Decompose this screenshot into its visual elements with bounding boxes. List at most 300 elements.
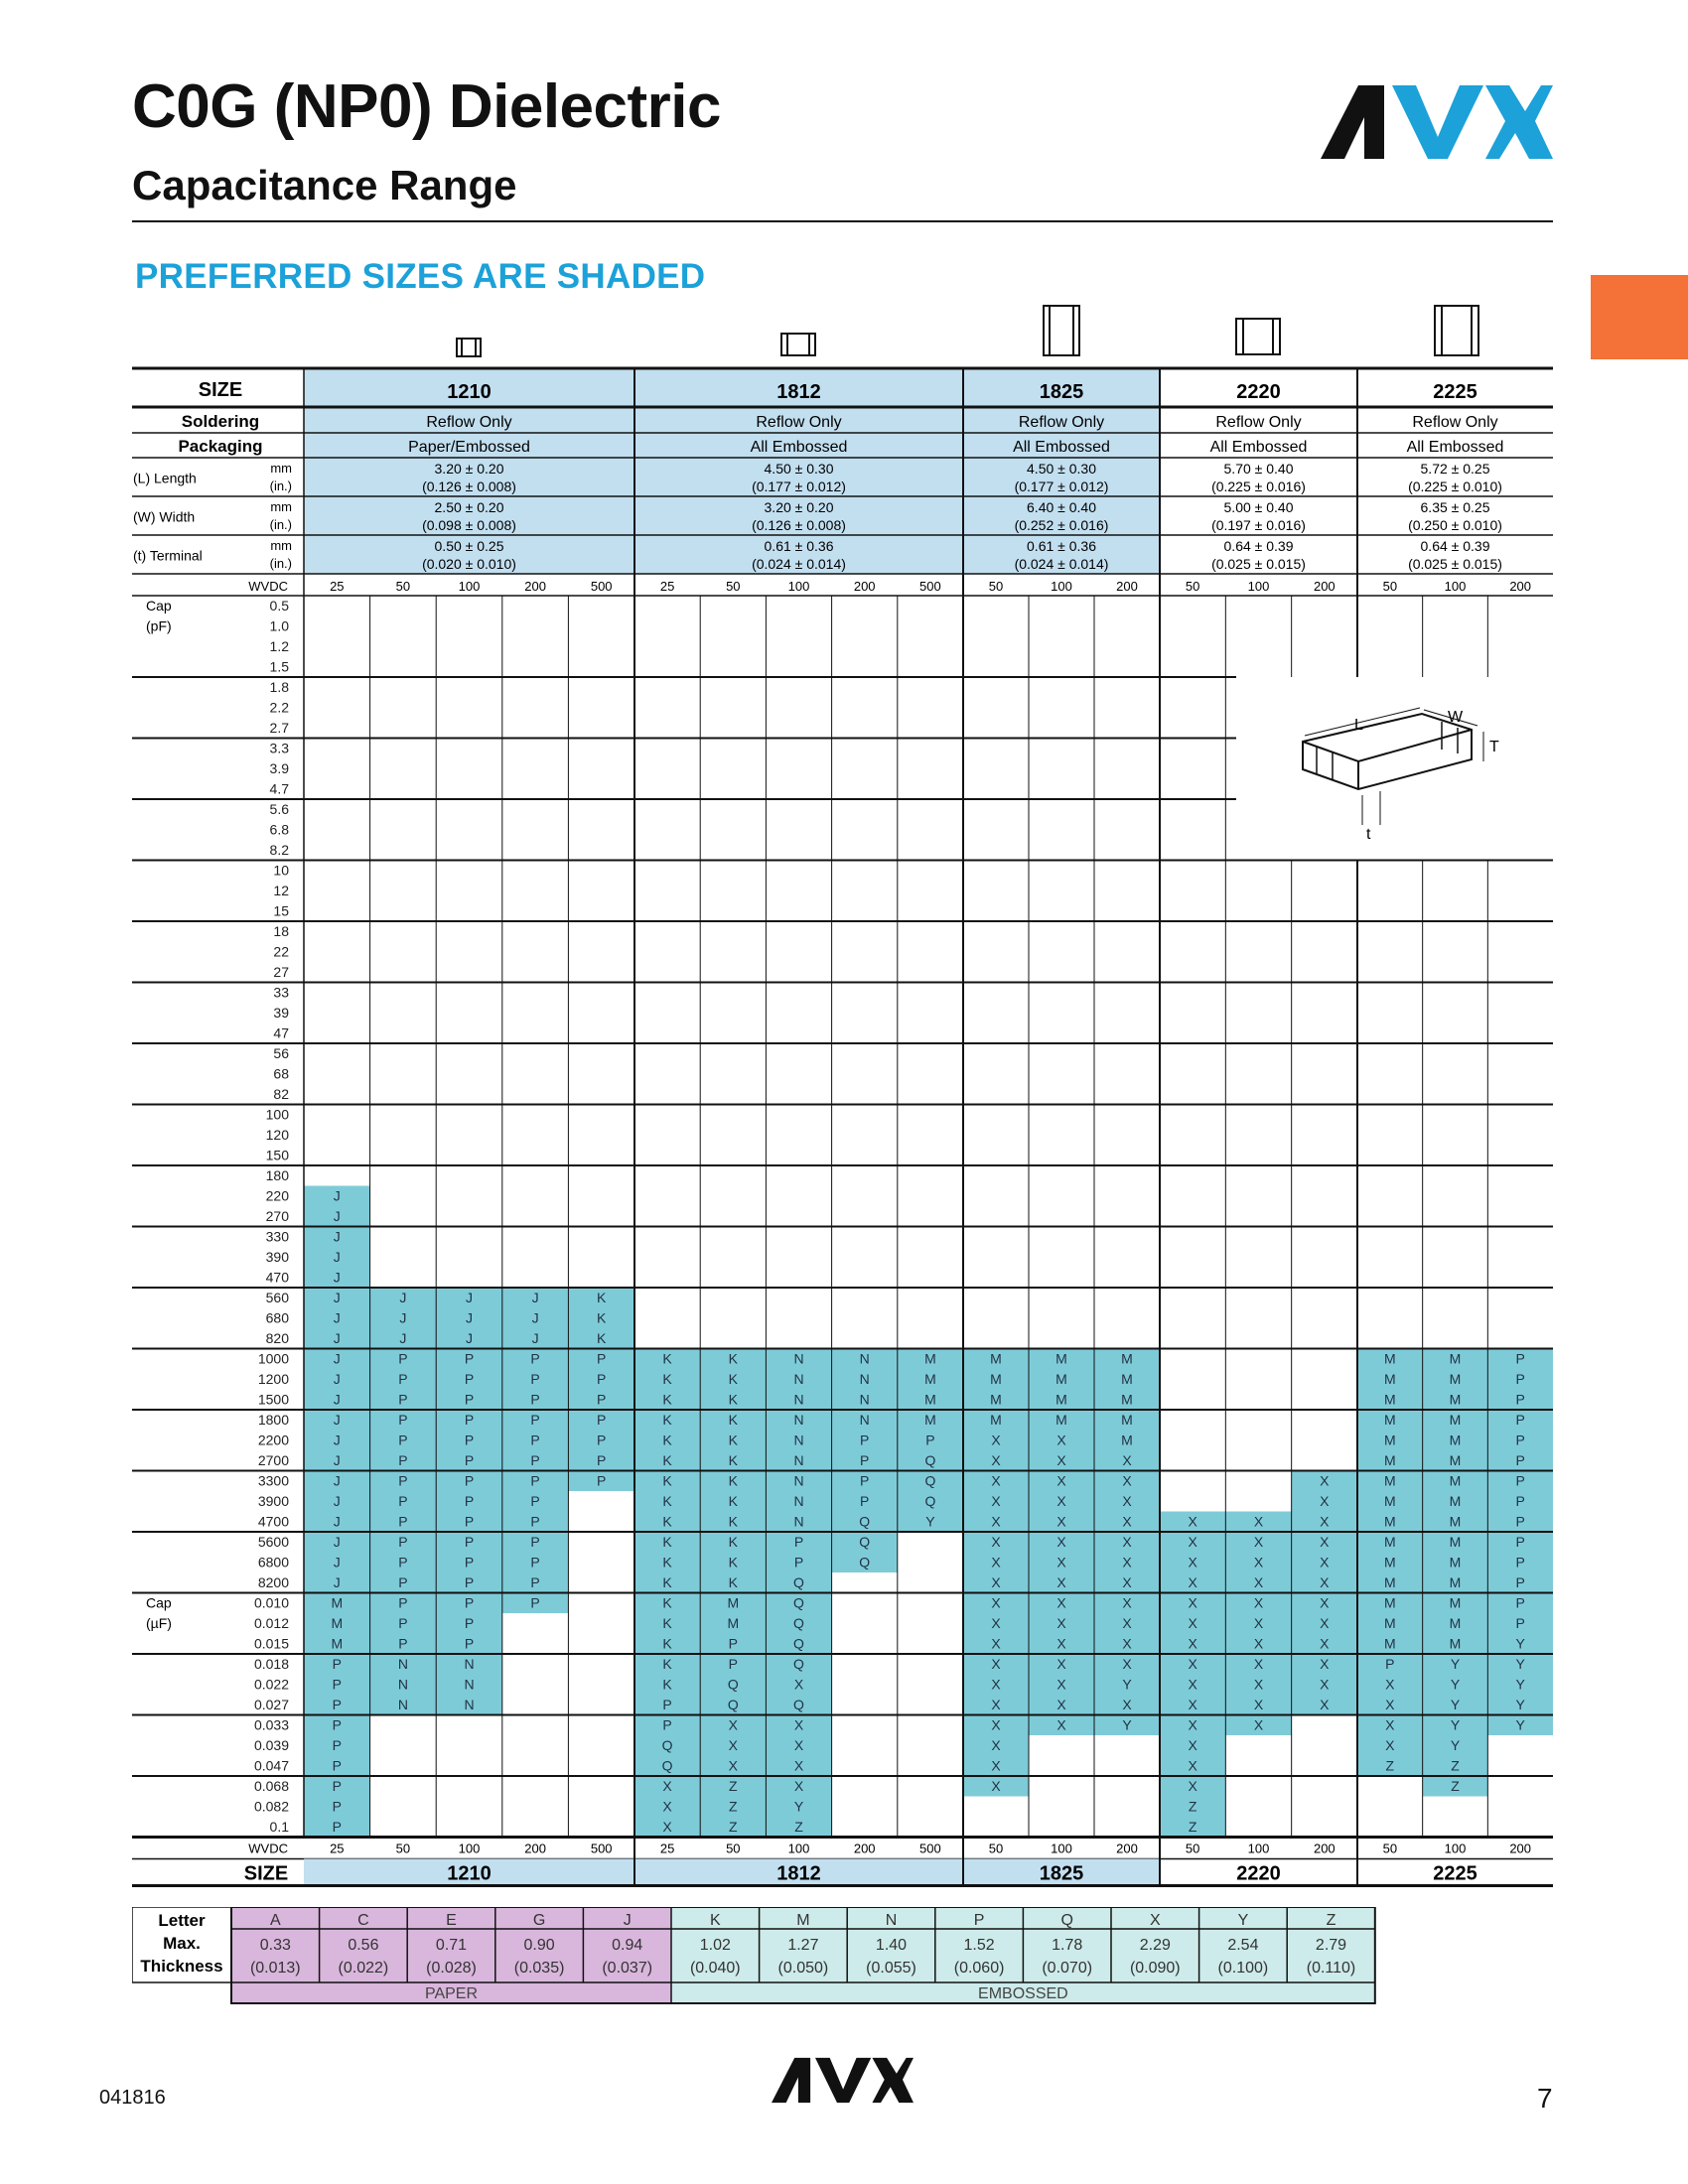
thickness-in: (0.100) [1217, 1960, 1269, 1977]
wvdc-value: 50 [726, 579, 741, 594]
thickness-code: X [793, 1757, 804, 1774]
thickness-code: M [1449, 1615, 1462, 1631]
length-mm: 4.50 ± 0.30 [764, 461, 834, 477]
thickness-code: Q [793, 1574, 804, 1590]
thickness-code: K [728, 1452, 738, 1468]
terminal-mm: 0.64 ± 0.39 [1420, 538, 1490, 554]
cap-value: 68 [273, 1065, 289, 1082]
page-title: C0G (NP0) Dielectric [132, 72, 721, 141]
cap-value: 2.2 [269, 699, 289, 716]
thickness-code: X [793, 1778, 804, 1794]
thickness-letter: M [796, 1912, 810, 1929]
soldering-value: Reflow Only [1018, 414, 1105, 431]
thickness-code: J [333, 1452, 341, 1468]
thickness-code: K [662, 1534, 672, 1550]
thickness-code: K [662, 1513, 672, 1530]
terminal-in: (0.025 ± 0.015) [1211, 556, 1306, 572]
thickness-code: P [530, 1391, 540, 1408]
thickness-in: (0.037) [602, 1960, 653, 1977]
cap-value: 6.8 [269, 821, 289, 838]
terminal-in: (0.020 ± 0.010) [422, 556, 516, 572]
thickness-code: M [1449, 1432, 1462, 1448]
thickness-letter: J [623, 1912, 632, 1929]
size-name-2220: 2220 [1236, 381, 1281, 403]
length-in: (0.177 ± 0.012) [1014, 478, 1109, 494]
thickness-code: M [924, 1412, 936, 1428]
thickness-code: M [331, 1635, 344, 1652]
thickness-mm: 1.02 [699, 1937, 731, 1954]
cap-value: 0.010 [253, 1594, 289, 1611]
thickness-code: X [991, 1635, 1001, 1652]
thickness-in: (0.035) [513, 1960, 565, 1977]
thickness-in: (0.050) [777, 1960, 829, 1977]
length-mm: 4.50 ± 0.30 [1027, 461, 1096, 477]
thickness-code: X [1122, 1635, 1132, 1652]
thickness-code: P [530, 1574, 540, 1590]
thickness-code: P [530, 1371, 540, 1387]
thickness-code: Y [1515, 1716, 1525, 1733]
thickness-code: X [1188, 1656, 1197, 1672]
thickness-code: P [332, 1716, 342, 1733]
thickness-code: Y [1450, 1676, 1461, 1693]
thickness-code: X [1253, 1635, 1264, 1652]
thickness-code: P [597, 1472, 607, 1489]
thickness-code: K [662, 1350, 672, 1367]
unit-mm: mm [270, 499, 292, 514]
thickness-code: M [1121, 1371, 1133, 1387]
wvdc-value: 50 [726, 1841, 741, 1856]
thickness-code: P [332, 1697, 342, 1712]
cap-value: 1500 [257, 1391, 289, 1408]
thickness-code: P [398, 1615, 408, 1631]
thickness-code: M [1121, 1432, 1133, 1448]
thickness-code: X [991, 1574, 1001, 1590]
wvdc-value: 200 [853, 1841, 876, 1856]
thickness-code: Z [729, 1798, 738, 1815]
length-mm: 3.20 ± 0.20 [434, 461, 504, 477]
thickness-code: X [991, 1757, 1001, 1774]
page-number: 7 [1537, 2083, 1553, 2114]
thickness-code: P [793, 1554, 804, 1570]
cap-value: 8.2 [269, 842, 289, 858]
thickness-code: K [728, 1472, 738, 1489]
thickness-code: X [1122, 1574, 1132, 1590]
cap-value: 2200 [257, 1432, 289, 1448]
thickness-letter: P [973, 1912, 985, 1929]
thickness-code: M [924, 1371, 936, 1387]
thickness-code: Q [727, 1676, 739, 1693]
wvdc-value: 50 [988, 1841, 1004, 1856]
terminal-mm: 0.64 ± 0.39 [1223, 538, 1294, 554]
packaging-value: All Embossed [750, 439, 848, 456]
thickness-code: X [1320, 1554, 1330, 1570]
thickness-letter: N [885, 1912, 898, 1929]
cap-value: 3.3 [269, 740, 289, 756]
thickness-code: P [398, 1371, 408, 1387]
thickness-code: P [464, 1432, 475, 1448]
thickness-code: J [399, 1330, 407, 1346]
cap-uf-label: Cap [146, 1594, 172, 1611]
thickness-code: X [1320, 1493, 1330, 1509]
thickness-code: Q [924, 1472, 936, 1489]
thickness-code: M [1449, 1472, 1462, 1489]
thickness-code: X [1320, 1574, 1330, 1590]
thickness-legend [132, 1907, 1383, 2006]
thickness-code: P [398, 1534, 408, 1550]
thickness-code: X [1188, 1697, 1197, 1712]
cap-value: 15 [273, 902, 289, 919]
cap-value: 1200 [257, 1371, 289, 1387]
thickness-code: J [333, 1187, 341, 1204]
thickness-code: X [1320, 1594, 1330, 1611]
thickness-code: P [1515, 1371, 1525, 1387]
thickness-code: N [397, 1697, 408, 1712]
thickness-code: M [331, 1594, 344, 1611]
thickness-code: K [597, 1330, 607, 1346]
cap-value: 1.5 [269, 658, 289, 675]
cap-value: 27 [273, 964, 289, 980]
thickness-code: P [398, 1350, 408, 1367]
wvdc-value: 200 [524, 579, 546, 594]
wvdc-value: 200 [1509, 1841, 1532, 1856]
thickness-code: J [531, 1309, 539, 1326]
terminal-mm: 0.50 ± 0.25 [434, 538, 504, 554]
thickness-code: X [728, 1757, 738, 1774]
thickness-code: P [728, 1635, 738, 1652]
thickness-code: P [728, 1656, 738, 1672]
capacitor-dimension-diagram [1263, 700, 1523, 847]
thickness-code: M [1121, 1350, 1133, 1367]
thickness-code: K [662, 1371, 672, 1387]
thickness-in: (0.090) [1129, 1960, 1181, 1977]
thickness-code: X [1188, 1676, 1197, 1693]
cap-value: 180 [265, 1167, 289, 1183]
cap-value: 0.039 [253, 1737, 289, 1753]
thickness-code: X [1056, 1493, 1066, 1509]
thickness-code: N [793, 1412, 804, 1428]
thickness-code: X [793, 1716, 804, 1733]
wvdc-value: 200 [1313, 1841, 1336, 1856]
thickness-code: P [1515, 1594, 1525, 1611]
thickness-code: X [1385, 1716, 1395, 1733]
thickness-code: M [1055, 1350, 1067, 1367]
thickness-code: N [793, 1371, 804, 1387]
thickness-mm: 1.78 [1052, 1937, 1083, 1954]
size-footer-label: SIZE [243, 1862, 289, 1885]
thickness-code: X [1385, 1676, 1395, 1693]
packaging-header: Packaging [178, 437, 263, 456]
wvdc-value: 500 [919, 1841, 941, 1856]
thickness-code: P [597, 1452, 607, 1468]
thickness-code: K [597, 1290, 607, 1305]
cap-value: 680 [265, 1309, 289, 1326]
thickness-code: P [464, 1615, 475, 1631]
thickness-code: M [1383, 1472, 1396, 1489]
cap-value: 2700 [257, 1452, 289, 1468]
thickness-code: K [728, 1554, 738, 1570]
thickness-code: J [333, 1249, 341, 1265]
thickness-code: P [1515, 1350, 1525, 1367]
thickness-code: Z [1188, 1819, 1197, 1835]
wvdc-label: WVDC [248, 1841, 288, 1856]
thickness-code: Q [793, 1594, 804, 1611]
size-name-1812: 1812 [776, 381, 821, 403]
packaging-value: All Embossed [1406, 439, 1504, 456]
cap-value: 8200 [257, 1574, 289, 1590]
soldering-header: Soldering [181, 412, 260, 431]
wvdc-value: 50 [395, 579, 411, 594]
thickness-code: P [1515, 1554, 1525, 1570]
thickness-code: Y [1450, 1697, 1461, 1712]
thickness-code: M [1121, 1391, 1133, 1408]
thickness-code: Q [793, 1635, 804, 1652]
thickness-code: J [531, 1290, 539, 1305]
thickness-code: P [464, 1534, 475, 1550]
thickness-code: J [466, 1290, 473, 1305]
wvdc-value: 25 [659, 579, 675, 594]
paper-label: PAPER [424, 1985, 479, 2002]
cap-value: 6800 [257, 1554, 289, 1570]
thickness-code: X [1056, 1452, 1066, 1468]
cap-value: 0.068 [253, 1778, 289, 1794]
thickness-code: X [1320, 1656, 1330, 1672]
cap-value: 2.7 [269, 720, 289, 736]
wvdc-value: 25 [659, 1841, 675, 1856]
thickness-code: P [464, 1412, 475, 1428]
thickness-code: P [464, 1635, 475, 1652]
thickness-mm: 2.54 [1227, 1937, 1259, 1954]
thickness-code: K [728, 1350, 738, 1367]
unit-in: (in.) [269, 556, 292, 571]
thickness-code: Y [1515, 1676, 1525, 1693]
thickness-code: P [662, 1697, 672, 1712]
cap-value: 270 [265, 1208, 289, 1224]
thickness-code: P [1515, 1513, 1525, 1530]
thickness-code: X [793, 1676, 804, 1693]
thickness-code: K [728, 1534, 738, 1550]
thickness-code: M [1383, 1391, 1396, 1408]
cap-value: 1.8 [269, 679, 289, 695]
terminal-in: (0.025 ± 0.015) [1408, 556, 1502, 572]
thickness-mm: 0.33 [259, 1937, 291, 1954]
terminal-in: (0.024 ± 0.014) [1014, 556, 1109, 572]
cap-value: 47 [273, 1024, 289, 1041]
thickness-code: P [1515, 1615, 1525, 1631]
length-label: L [1354, 717, 1363, 734]
thickness-mm: 0.90 [523, 1937, 555, 1954]
thickness-code: J [466, 1330, 473, 1346]
term-label: (t) Terminal [133, 547, 203, 564]
thickness-letter: E [446, 1912, 457, 1929]
thickness-code: J [399, 1290, 407, 1305]
thickness-code: M [1383, 1432, 1396, 1448]
wvdc-value: 100 [458, 1841, 481, 1856]
thickness-code: M [924, 1350, 936, 1367]
size-name-2225: 2225 [1433, 381, 1477, 403]
soldering-value: Reflow Only [756, 414, 842, 431]
thickness-code: Q [793, 1615, 804, 1631]
wvdc-value: 200 [524, 1841, 546, 1856]
cap-value: 0.082 [253, 1798, 289, 1815]
thickness-code: X [1253, 1534, 1264, 1550]
wvdc-value: 25 [330, 1841, 345, 1856]
wid-label: (W) Width [133, 508, 196, 525]
cap-value: 82 [273, 1086, 289, 1102]
thickness-code: X [991, 1534, 1001, 1550]
thickness-code: M [1383, 1513, 1396, 1530]
thickness-code: P [464, 1391, 475, 1408]
thickness-code: P [662, 1716, 672, 1733]
thickness-code: M [1449, 1534, 1462, 1550]
thickness-code: X [1253, 1615, 1264, 1631]
thickness-code: J [333, 1290, 341, 1305]
thickness-in: (0.022) [338, 1960, 389, 1977]
thickness-in: (0.013) [249, 1960, 301, 1977]
length-mm: 5.70 ± 0.40 [1223, 461, 1294, 477]
thickness-code: P [1385, 1656, 1395, 1672]
thickness-code: P [464, 1493, 475, 1509]
unit-mm: mm [270, 538, 292, 553]
size-footer-1812: 1812 [776, 1862, 821, 1885]
cap-value: 3.9 [269, 760, 289, 776]
thickness-code: Q [661, 1757, 673, 1774]
thickness-code: J [333, 1309, 341, 1326]
thickness-code: M [1449, 1452, 1462, 1468]
thickness-code: X [991, 1656, 1001, 1672]
thickness-code: X [1056, 1574, 1066, 1590]
thickness-code: K [728, 1371, 738, 1387]
thickness-code: X [991, 1432, 1001, 1448]
thickness-code: P [597, 1371, 607, 1387]
cap-value: 0.1 [269, 1819, 289, 1835]
wvdc-value: 100 [458, 579, 481, 594]
max-label: Max. [163, 1934, 201, 1953]
cap-value: 0.018 [253, 1656, 289, 1672]
width-mm: 6.35 ± 0.25 [1420, 499, 1490, 515]
cap-value: 0.5 [269, 598, 289, 614]
thickness-code: M [1383, 1493, 1396, 1509]
thickness-in: (0.060) [953, 1960, 1005, 1977]
thickness-code: P [398, 1635, 408, 1652]
thickness-code: P [597, 1350, 607, 1367]
page-subtitle: Capacitance Range [132, 162, 517, 208]
thickness-code: M [1121, 1412, 1133, 1428]
thickness-code: X [991, 1554, 1001, 1570]
thickness-code: X [991, 1716, 1001, 1733]
wvdc-value: 100 [1444, 1841, 1467, 1856]
thickness-code: X [1320, 1472, 1330, 1489]
thickness-code: M [1383, 1594, 1396, 1611]
terminal-in: (0.024 ± 0.014) [752, 556, 846, 572]
thickness-code: P [530, 1534, 540, 1550]
thickness-in: (0.070) [1042, 1960, 1093, 1977]
embossed-label: EMBOSSED [978, 1985, 1068, 2002]
thickness-code: M [1383, 1412, 1396, 1428]
thickness-code: M [1449, 1554, 1462, 1570]
thickness-code: K [728, 1513, 738, 1530]
thickness-code: M [1449, 1350, 1462, 1367]
thickness-code: P [398, 1513, 408, 1530]
thickness-code: J [333, 1350, 341, 1367]
thickness-code: X [1056, 1676, 1066, 1693]
thickness-label: T [1489, 739, 1499, 755]
cap-value: 0.033 [253, 1716, 289, 1733]
cap-value: 4.7 [269, 780, 289, 797]
thickness-code: X [991, 1737, 1001, 1753]
thickness-code: X [728, 1737, 738, 1753]
wvdc-value: 100 [1444, 579, 1467, 594]
thickness-code: J [333, 1330, 341, 1346]
cap-pf-label: Cap [146, 598, 172, 614]
thickness-code: X [1385, 1737, 1395, 1753]
cap-value: 120 [265, 1127, 289, 1143]
thickness-code: P [398, 1574, 408, 1590]
wvdc-value: 25 [330, 579, 345, 594]
width-mm: 5.00 ± 0.40 [1223, 499, 1294, 515]
thickness-code: X [1320, 1615, 1330, 1631]
thickness-code: P [793, 1534, 804, 1550]
thickness-code: M [1383, 1371, 1396, 1387]
length-in: (0.177 ± 0.012) [752, 478, 846, 494]
thickness-code: M [990, 1412, 1002, 1428]
thickness-code: X [1188, 1635, 1197, 1652]
soldering-value: Reflow Only [426, 414, 512, 431]
thickness-letter: Y [1237, 1912, 1249, 1929]
thickness-code: X [1056, 1513, 1066, 1530]
thickness-code: P [860, 1452, 870, 1468]
thickness-code: P [597, 1432, 607, 1448]
cap-value: 33 [273, 984, 289, 1001]
thickness-code: Q [793, 1656, 804, 1672]
thickness-code: P [398, 1452, 408, 1468]
cap-value: 470 [265, 1269, 289, 1286]
thickness-code: J [333, 1412, 341, 1428]
wvdc-value: 100 [1051, 579, 1072, 594]
thickness-code: X [728, 1716, 738, 1733]
thickness-code: J [333, 1554, 341, 1570]
wvdc-value: 100 [1247, 1841, 1270, 1856]
thickness-code: M [1055, 1391, 1067, 1408]
cap-value: 10 [273, 862, 289, 879]
cap-uf-unit: (µF) [146, 1615, 172, 1631]
thickness-code: X [1056, 1554, 1066, 1570]
wvdc-value: 100 [1051, 1841, 1072, 1856]
thickness-code: N [859, 1391, 870, 1408]
thickness-code: X [1188, 1513, 1197, 1530]
thickness-code: M [990, 1350, 1002, 1367]
thickness-code: K [662, 1472, 672, 1489]
thickness-code: M [1383, 1350, 1396, 1367]
thickness-code: P [398, 1412, 408, 1428]
thickness-code: P [1515, 1452, 1525, 1468]
thickness-code: M [1383, 1534, 1396, 1550]
thickness-code: J [333, 1371, 341, 1387]
thickness-code: P [332, 1819, 342, 1835]
thickness-code: J [333, 1472, 341, 1489]
thickness-code: P [860, 1493, 870, 1509]
thickness-code: Q [859, 1534, 871, 1550]
thickness-code: K [662, 1391, 672, 1408]
thickness-code: Q [727, 1697, 739, 1712]
thickness-code: P [464, 1371, 475, 1387]
thickness-code: N [793, 1391, 804, 1408]
thickness-code: N [397, 1656, 408, 1672]
thickness-code: M [1055, 1412, 1067, 1428]
thickness-letter: Z [1326, 1912, 1336, 1929]
thickness-code: P [398, 1472, 408, 1489]
thickness-code: J [333, 1534, 341, 1550]
thickness-code: M [727, 1594, 740, 1611]
